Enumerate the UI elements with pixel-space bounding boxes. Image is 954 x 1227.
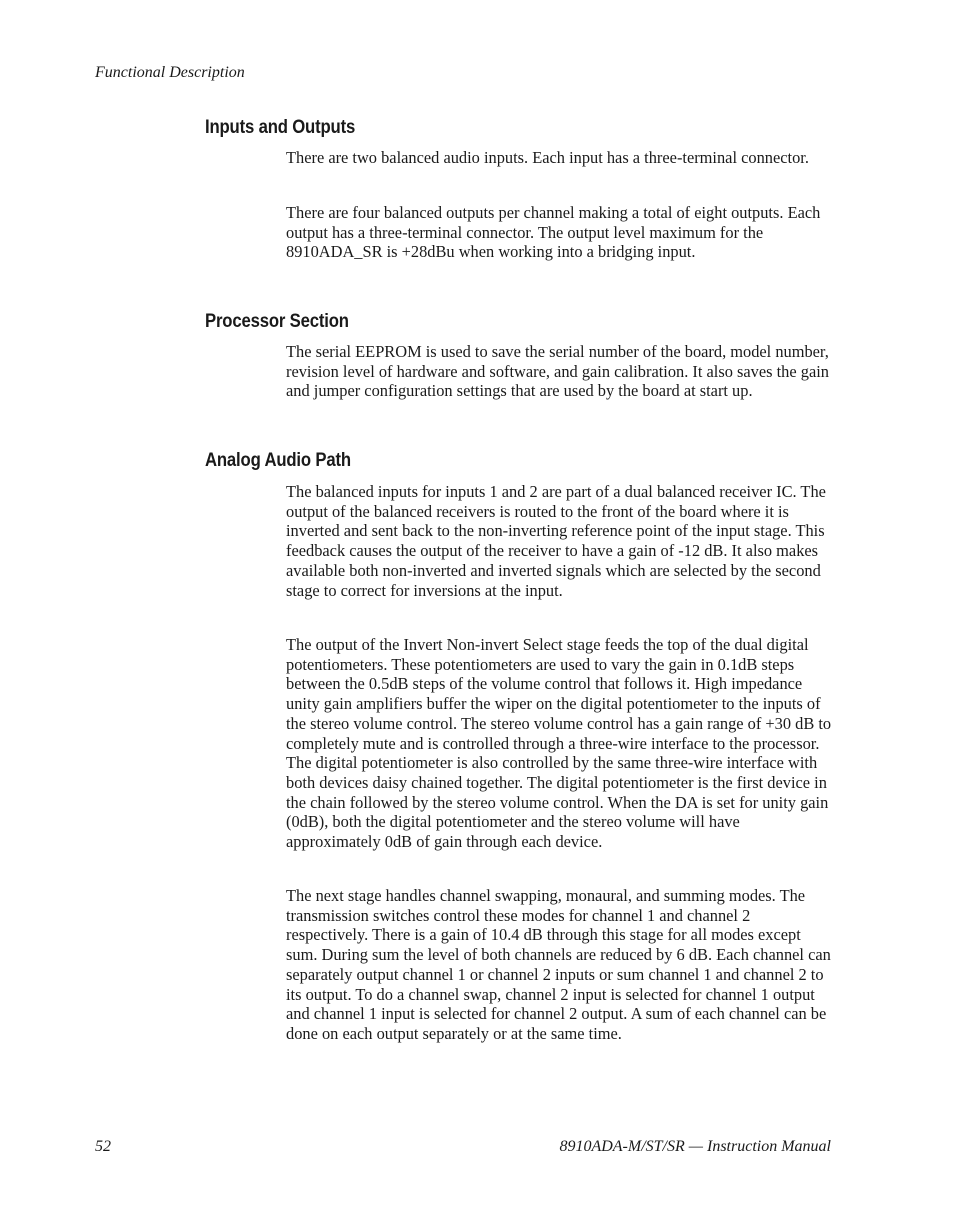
paragraph-analog-1: The balanced inputs for inputs 1 and 2 are part of a dual balanced receiver IC. The output of the balanced receivers is routed to the front of the board where it is inverted and sent back to the non-inverting reference point of the input stage. This feedback causes the output of the receiver to have a gain of -12 dB. It also makes available both non-inverted and inverted signals which are selected by the second stage to correct for inversions at the input. <box>286 482 826 600</box>
manual-title: 8910ADA-M/ST/SR — Instruction Manual <box>559 1138 831 1155</box>
paragraph-outputs-2: There are four balanced outputs per channel making a total of eight outputs. Each output has a three-terminal connector. The output level maximum for the 8910ADA_SR is +28dBu when working into a bridging input. <box>286 203 821 262</box>
heading-inputs-outputs: Inputs and Outputs <box>205 117 356 138</box>
heading-processor-section: Processor Section <box>205 311 349 332</box>
heading-analog-audio-path: Analog Audio Path <box>205 450 351 471</box>
paragraph-analog-3: The next stage handles channel swapping, monaural, and summing modes. The transmission switches control these modes for channel 1 and channel 2 respectively. There is a gain of 10.4 dB through this stage for all modes except sum. During sum the level of both channels are reduced by 6 dB. Each channel can separately output channel 1 or channel 2 inputs or sum channel 1 and channel 2 to its output. To do a channel swap, channel 2 input is selected for channel 1 output and channel 1 input is selected for channel 2 output. A sum of each channel can be done on each output separately or at the same time. <box>286 886 831 1043</box>
paragraph-inputs-1: There are two balanced audio inputs. Each input has a three-terminal connector. <box>286 148 809 167</box>
running-header: Functional Description <box>95 64 245 81</box>
page-number: 52 <box>95 1138 111 1155</box>
paragraph-processor-1: The serial EEPROM is used to save the serial number of the board, model number, revision level of hardware and software, and gain calibration. It also saves the gain and jumper configuration settings that are used by the board at start up. <box>286 342 829 401</box>
paragraph-analog-2: The output of the Invert Non-invert Select stage feeds the top of the dual digital potentiometers. These potentiometers are used to vary the gain in 0.1dB steps between the 0.5dB steps of the volume control that follows it. High impedance unity gain amplifiers buffer the wiper on the digital potentiometer to the inputs of the stereo volume control. The stereo volume control has a gain range of +30 dB to completely mute and is controlled through a three-wire interface to the processor. The digital potentiometer is also controlled by the same three-wire interface with both devices daisy chained together. The digital potentiometer is the first device in the chain followed by the stereo volume control. When the DA is set for unity gain (0dB), both the digital potentiometer and the stereo volume will have approximately 0dB of gain through each device. <box>286 635 832 852</box>
